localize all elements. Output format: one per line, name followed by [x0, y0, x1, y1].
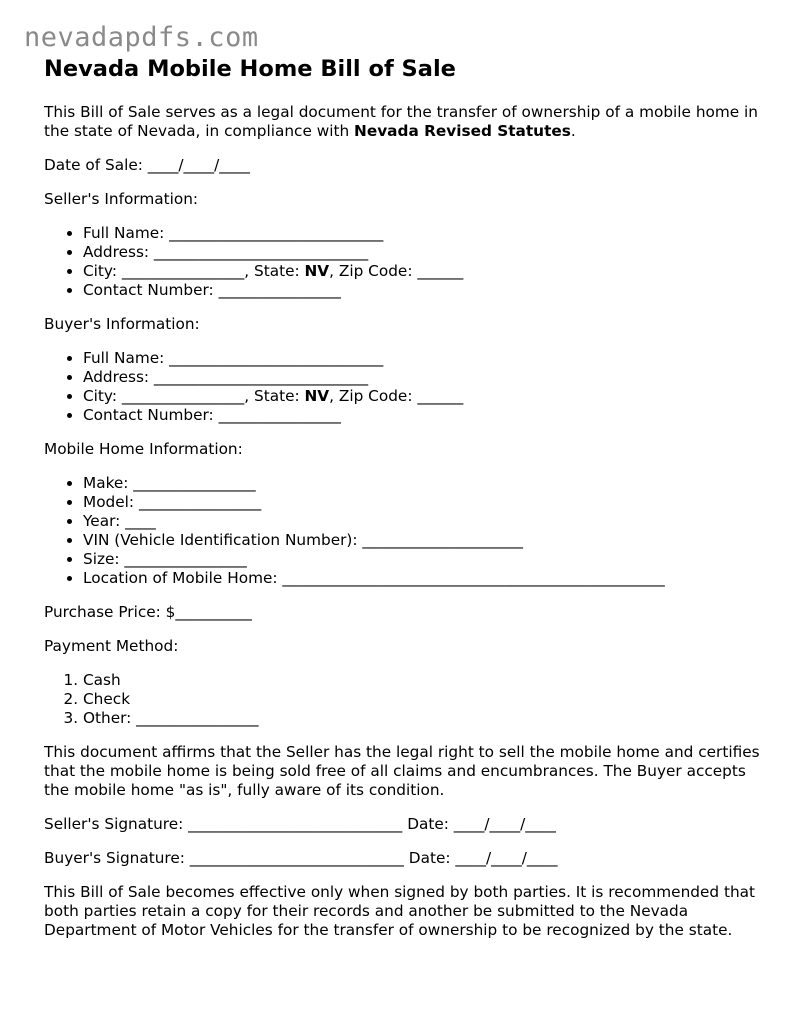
seller-contact-field[interactable]: • Contact Number: ________________	[83, 281, 764, 300]
watermark: nevadapdfs.com	[24, 22, 259, 53]
home-vin-field[interactable]: • VIN (Vehicle Identification Number): _____________________	[83, 531, 764, 550]
buyer-state-value: NV	[304, 387, 330, 405]
buyer-zip-label: , Zip Code: ______	[329, 387, 464, 405]
seller-signature-field[interactable]: Seller's Signature: ____________________________ Date: ____/____/____	[44, 815, 556, 833]
seller-zip-label: , Zip Code: ______	[329, 262, 464, 280]
purchase-price-field[interactable]: Purchase Price: $__________	[44, 603, 252, 621]
seller-city-label: City: ________________, State:	[83, 262, 305, 280]
seller-list	[44, 224, 764, 300]
buyer-contact-field[interactable]: • Contact Number: ________________	[83, 406, 764, 425]
home-model-field[interactable]: • Model: ________________	[83, 493, 764, 512]
seller-address-field[interactable]: • Address: ____________________________	[83, 243, 764, 262]
home-heading: Mobile Home Information:	[44, 440, 243, 458]
document	[44, 56, 764, 940]
affirmation-paragraph: This document affirms that the Seller has the legal right to sell the mobile home and certifies that the mobile home is being sold free of all claims and encumbrances. The Buyer accepts the mobile home "as is", fully aware of its condition.	[44, 743, 760, 799]
home-list	[44, 474, 764, 588]
payment-option-check[interactable]: 2. Check	[83, 690, 764, 709]
buyer-full-name-field[interactable]: • Full Name: ____________________________	[83, 349, 764, 368]
buyer-city-state-zip-field[interactable]	[83, 387, 764, 406]
intro-end: .	[570, 122, 576, 140]
payment-heading: Payment Method:	[44, 637, 179, 655]
buyer-signature-field[interactable]: Buyer's Signature: ____________________________ Date: ____/____/____	[44, 849, 558, 867]
page-title: Nevada Mobile Home Bill of Sale	[44, 56, 456, 82]
intro-statutes: Nevada Revised Statutes	[354, 122, 571, 140]
buyer-heading: Buyer's Information:	[44, 315, 200, 333]
buyer-list	[44, 349, 764, 425]
closing-paragraph: This Bill of Sale becomes effective only when signed by both parties. It is recommended that both parties retain a copy for their records and another be submitted to the Nevada Department of Motor Vehicles for the transfer of ownership to be recognized by the state.	[44, 883, 756, 939]
seller-state-value: NV	[304, 262, 330, 280]
seller-full-name-field[interactable]: • Full Name: ____________________________	[83, 224, 764, 243]
home-location-field[interactable]: • Location of Mobile Home: __________________________________________________	[83, 569, 764, 588]
home-make-field[interactable]: • Make: ________________	[83, 474, 764, 493]
intro-paragraph	[44, 103, 764, 141]
buyer-address-field[interactable]: • Address: ____________________________	[83, 368, 764, 387]
seller-heading: Seller's Information:	[44, 190, 199, 208]
home-year-field[interactable]: • Year: ____	[83, 512, 764, 531]
payment-option-other[interactable]: 3. Other: ________________	[83, 709, 764, 728]
payment-option-cash[interactable]: 1. Cash	[83, 671, 764, 690]
home-size-field[interactable]: • Size: ________________	[83, 550, 764, 569]
seller-city-state-zip-field[interactable]	[83, 262, 764, 281]
date-of-sale-field[interactable]: Date of Sale: ____/____/____	[44, 156, 250, 174]
payment-options	[44, 671, 764, 728]
intro-text: This Bill of Sale serves as a legal document for the transfer of ownership of a mobile home in the state of Nevada, in compliance with	[44, 103, 759, 140]
buyer-city-label: City: ________________, State:	[83, 387, 305, 405]
